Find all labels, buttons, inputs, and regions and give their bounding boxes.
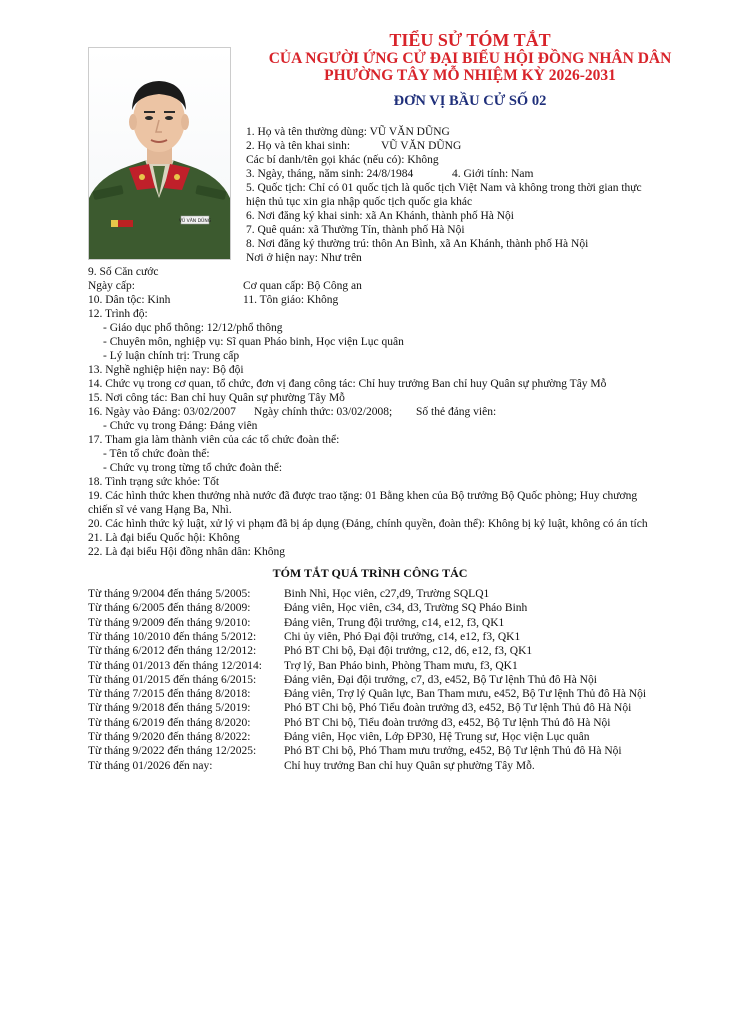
bio-professional-training: - Chuyên môn, nghiệp vụ: Sĩ quan Pháo binh, Học viện Lục quân	[103, 336, 404, 348]
bio-birth-registration: 6. Nơi đăng ký khai sinh: xã An Khánh, thành phố Hà Nội	[246, 210, 514, 222]
career-description: Phó BT Chi bộ, Phó Tiểu đoàn trưởng d3, e452, Bộ Tư lệnh Thủ đô Hà Nội	[284, 702, 632, 715]
bio-id-issuer: Cơ quan cấp: Bộ Công an	[243, 280, 362, 292]
career-period: Từ tháng 01/2026 đến nay:	[88, 759, 213, 772]
career-period: Từ tháng 9/2018 đến tháng 5/2019:	[88, 702, 251, 715]
bio-nationality: 5. Quốc tịch: Chỉ có 01 quốc tịch là quốc tịch Việt Nam và không trong thời gian thực	[246, 182, 642, 194]
bio-party-card-number: Số thẻ đảng viên:	[416, 406, 497, 418]
career-period: Từ tháng 01/2015 đến tháng 6/2015:	[88, 673, 257, 686]
career-description: Đảng viên, Trợ lý Quân lực, Ban Tham mưu, e452, Bộ Tư lệnh Thủ đô Hà Nội	[284, 688, 647, 701]
career-description: Chi ủy viên, Phó Đại đội trưởng, c14, e12, f3, QK1	[284, 630, 521, 643]
bio-party-position: - Chức vụ trong Đảng: Đảng viên	[103, 420, 258, 432]
name-tag-text: VŨ VĂN DŨNG	[178, 219, 212, 224]
career-description: Chỉ huy trưởng Ban chỉ huy Quân sự phường Tây Mỗ.	[284, 759, 535, 772]
bio-organizations-heading: 17. Tham gia làm thành viên của các tổ chức đoàn thể:	[88, 434, 340, 446]
bio-national-assembly: 21. Là đại biểu Quốc hội: Không	[88, 532, 240, 544]
bio-organization-role: - Chức vụ trong từng tổ chức đoàn thể:	[103, 462, 283, 474]
career-description: Phó BT Chi bộ, Phó Tham mưu trưởng, e452, Bộ Tư lệnh Thủ đô Hà Nội	[284, 745, 622, 758]
bio-party-join-date: 16. Ngày vào Đảng: 03/02/2007	[88, 406, 236, 418]
bio-id-card: 9. Số Căn cước	[88, 266, 159, 278]
career-period: Từ tháng 9/2022 đến tháng 12/2025:	[88, 745, 257, 758]
bio-ethnicity: 10. Dân tộc: Kinh	[88, 294, 171, 306]
career-period: Từ tháng 6/2012 đến tháng 12/2012:	[88, 645, 257, 658]
career-period: Từ tháng 10/2010 đến tháng 5/2012:	[88, 630, 257, 643]
bio-discipline: 20. Các hình thức kỷ luật, xử lý vi phạm đã bị áp dụng (Đảng, chính quyền, đoàn thể): Không bị kỷ luật, không có án tích	[88, 518, 648, 530]
bio-permanent-residence: 8. Nơi đăng ký thường trú: thôn An Bình, xã An Khánh, thành phố Hà Nội	[246, 238, 589, 250]
bio-general-education: - Giáo dục phổ thông: 12/12/phổ thông	[103, 322, 283, 334]
career-period: Từ tháng 01/2013 đến tháng 12/2014:	[88, 659, 262, 672]
career-description: Phó BT Chi bộ, Tiểu đoàn trưởng d3, e452, Bộ Tư lệnh Thủ đô Hà Nội	[284, 716, 611, 729]
career-period: Từ tháng 7/2015 đến tháng 8/2018:	[88, 688, 251, 701]
bio-education-heading: 12. Trình độ:	[88, 308, 148, 320]
career-description: Đảng viên, Học viên, c34, d3, Trường SQ Pháo Binh	[284, 602, 528, 615]
bio-awards: 19. Các hình thức khen thưởng nhà nước đã được trao tặng: 01 Bằng khen của Bộ trưởng Bộ Quốc phòng; Huy chương	[88, 490, 638, 502]
candidate-photo	[88, 47, 231, 260]
bio-peoples-council: 22. Là đại biểu Hội đồng nhân dân: Không	[88, 546, 286, 558]
career-period: Từ tháng 9/2009 đến tháng 9/2010:	[88, 616, 251, 629]
bio-organization-name: - Tên tổ chức đoàn thể:	[103, 448, 210, 460]
career-period: Từ tháng 9/2020 đến tháng 8/2022:	[88, 731, 251, 743]
document-subtitle: CỦA NGƯỜI ỨNG CỬ ĐẠI BIỂU HỘI ĐỒNG NHÂN DÂN	[268, 50, 672, 67]
bio-hometown: 7. Quê quán: xã Thường Tín, thành phố Hà Nội	[246, 224, 465, 236]
bio-political-theory: - Lý luận chính trị: Trung cấp	[103, 350, 240, 362]
bio-workplace: 15. Nơi công tác: Ban chỉ huy Quân sự phường Tây Mỗ	[88, 392, 345, 404]
career-description: Đảng viên, Học viên, Lớp ĐP30, Hệ Trung sư, Học viện Lục quân	[284, 731, 590, 743]
bio-birth-name-label: 2. Họ và tên khai sinh:	[246, 140, 351, 152]
career-description: Phó BT Chi bộ, Đại đội trưởng, c12, d6, e12, f3, QK1	[284, 645, 533, 658]
document-subtitle-term: PHƯỜNG TÂY MỖ NHIỆM KỲ 2026-2031	[324, 67, 616, 84]
bio-id-issue-date: Ngày cấp:	[88, 280, 135, 292]
candidate-portrait-image	[89, 48, 230, 259]
bio-alias: Các bí danh/tên gọi khác (nếu có): Không	[246, 154, 439, 166]
document-title: TIỂU SỬ TÓM TẮT	[389, 30, 551, 50]
electoral-unit: ĐƠN VỊ BẦU CỬ SỐ 02	[393, 93, 547, 109]
career-period: Từ tháng 6/2019 đến tháng 8/2020:	[88, 716, 251, 729]
bio-common-name: 1. Họ và tên thường dùng: VŨ VĂN DŨNG	[246, 126, 450, 138]
career-description: Trợ lý, Ban Pháo binh, Phòng Tham mưu, f3, QK1	[284, 659, 518, 672]
bio-party-official-date: Ngày chính thức: 03/02/2008;	[254, 406, 393, 418]
career-description: Binh Nhì, Học viên, c27,d9, Trường SQLQ1	[284, 588, 490, 600]
bio-current-position: 14. Chức vụ trong cơ quan, tổ chức, đơn vị đang công tác: Chỉ huy trưởng Ban chỉ huy Quân sự phường Tây Mỗ	[88, 378, 607, 390]
career-period: Từ tháng 9/2004 đến tháng 5/2005:	[88, 588, 251, 600]
bio-birth-name-value: VŨ VĂN DŨNG	[381, 140, 462, 152]
bio-health: 18. Tình trạng sức khỏe: Tốt	[88, 476, 220, 488]
bio-nationality-cont: hiện thủ tục xin gia nhập quốc tịch quốc gia khác	[246, 196, 473, 208]
bio-religion: 11. Tôn giáo: Không	[243, 294, 339, 306]
bio-gender: 4. Giới tính: Nam	[452, 168, 534, 180]
bio-birthdate: 3. Ngày, tháng, năm sinh: 24/8/1984	[246, 168, 414, 180]
bio-current-residence: Nơi ở hiện nay: Như trên	[246, 252, 362, 264]
career-description: Đảng viên, Trung đội trưởng, c14, e12, f3, QK1	[284, 616, 505, 629]
bio-occupation: 13. Nghề nghiệp hiện nay: Bộ đội	[88, 364, 244, 376]
career-period: Từ tháng 6/2005 đến tháng 8/2009:	[88, 602, 251, 615]
career-section-title: TÓM TẮT QUÁ TRÌNH CÔNG TÁC	[272, 566, 468, 580]
career-description: Đảng viên, Đại đội trưởng, c7, d3, e452, Bộ Tư lệnh Thủ đô Hà Nội	[284, 673, 597, 686]
bio-awards-cont: chiến sĩ vẻ vang Hạng Ba, Nhì.	[88, 504, 232, 516]
